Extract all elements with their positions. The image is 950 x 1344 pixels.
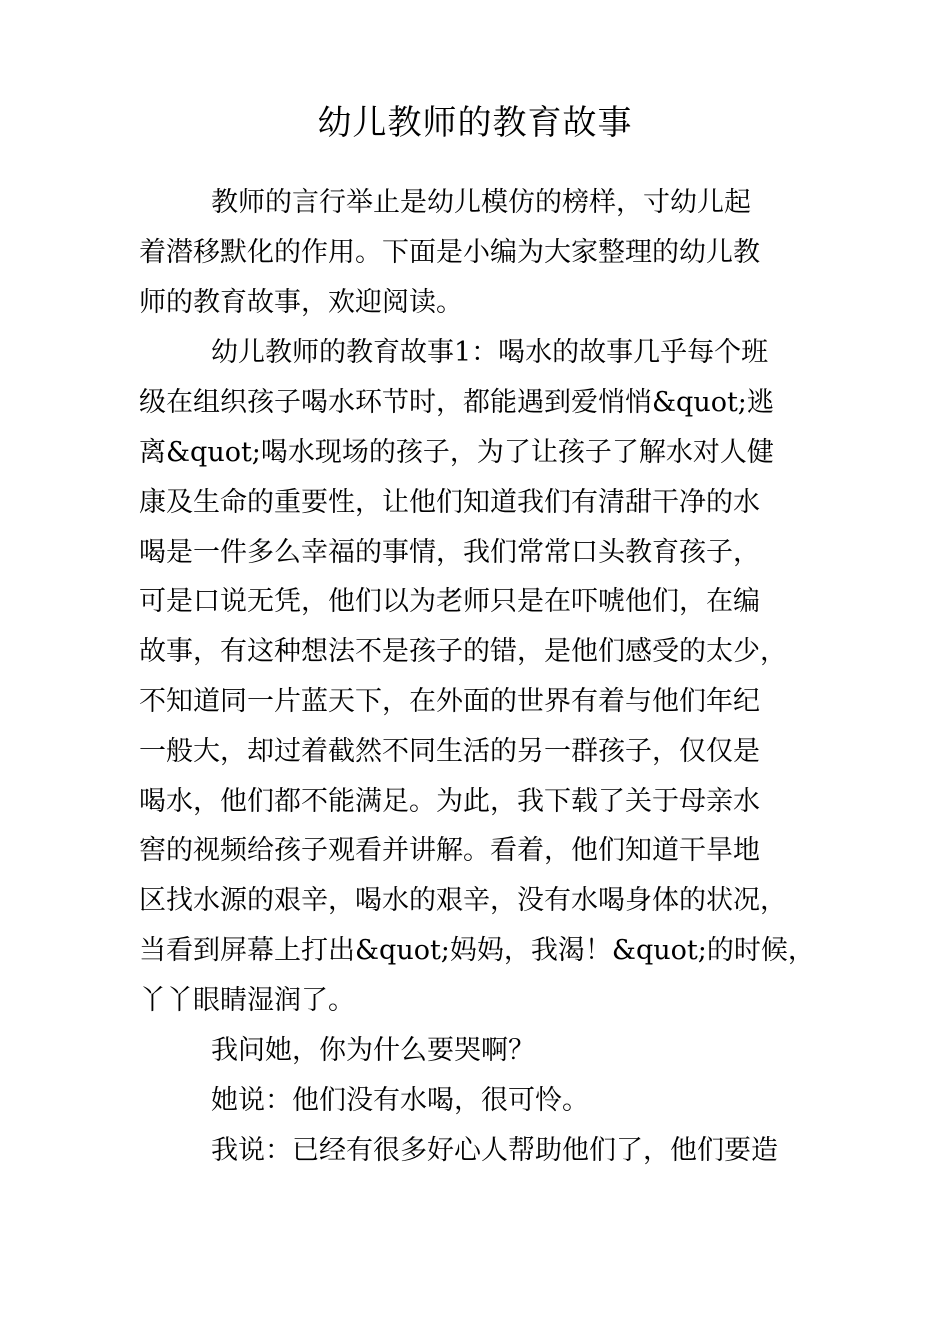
paragraph-line: 幼儿教师的教育故事1：喝水的故事几乎每个班 (211, 337, 769, 368)
paragraph-line: 我问她，你为什么要哭啊？ (211, 1035, 535, 1066)
paragraph-line: 离&quot;喝水现场的孩子，为了让孩子了解水对人健 (139, 437, 774, 468)
paragraph-line: 她说：他们没有水喝，很可怜。 (211, 1085, 589, 1116)
paragraph-line: 喝是一件多么幸福的事情，我们常常口头教育孩子， (139, 537, 760, 568)
paragraph-line: 级在组织孩子喝水环节时，都能遇到爱悄悄&quot;逃 (139, 387, 774, 418)
paragraph-line: 不知道同一片蓝天下，在外面的世界有着与他们年纪 (139, 686, 760, 717)
paragraph-line: 区找水源的艰辛，喝水的艰辛，没有水喝身体的状况， (139, 885, 787, 916)
paragraph-line: 可是口说无凭，他们以为老师只是在吓唬他们，在编 (139, 586, 760, 617)
paragraph-line: 我说：已经有很多好心人帮助他们了，他们要造 (211, 1135, 778, 1166)
paragraph-line: 丫丫眼睛湿润了。 (139, 985, 355, 1016)
paragraph-line: 着潜移默化的作用。下面是小编为大家整理的幼儿教 (139, 237, 760, 268)
paragraph-line: 教师的言行举止是幼儿模仿的榜样，寸幼儿起 (211, 187, 751, 218)
paragraph-line: 窖的视频给孩子观看并讲解。看着，他们知道干旱地 (139, 835, 760, 866)
paragraph-line: 康及生命的重要性，让他们知道我们有清甜干净的水 (139, 487, 760, 518)
paragraph-line: 师的教育故事，欢迎阅读。 (139, 287, 463, 318)
paragraph-line: 故事，有这种想法不是孩子的错，是他们感受的太少， (139, 636, 787, 667)
document-title: 幼儿教师的教育故事 (317, 103, 633, 143)
paragraph-line: 喝水，他们都不能满足。为此，我下载了关于母亲水 (139, 786, 760, 817)
paragraph-line: 当看到屏幕上打出&quot;妈妈，我渴！&quot;的时候， (139, 935, 815, 966)
paragraph-line: 一般大，却过着截然不同生活的另一群孩子，仅仅是 (139, 736, 760, 767)
